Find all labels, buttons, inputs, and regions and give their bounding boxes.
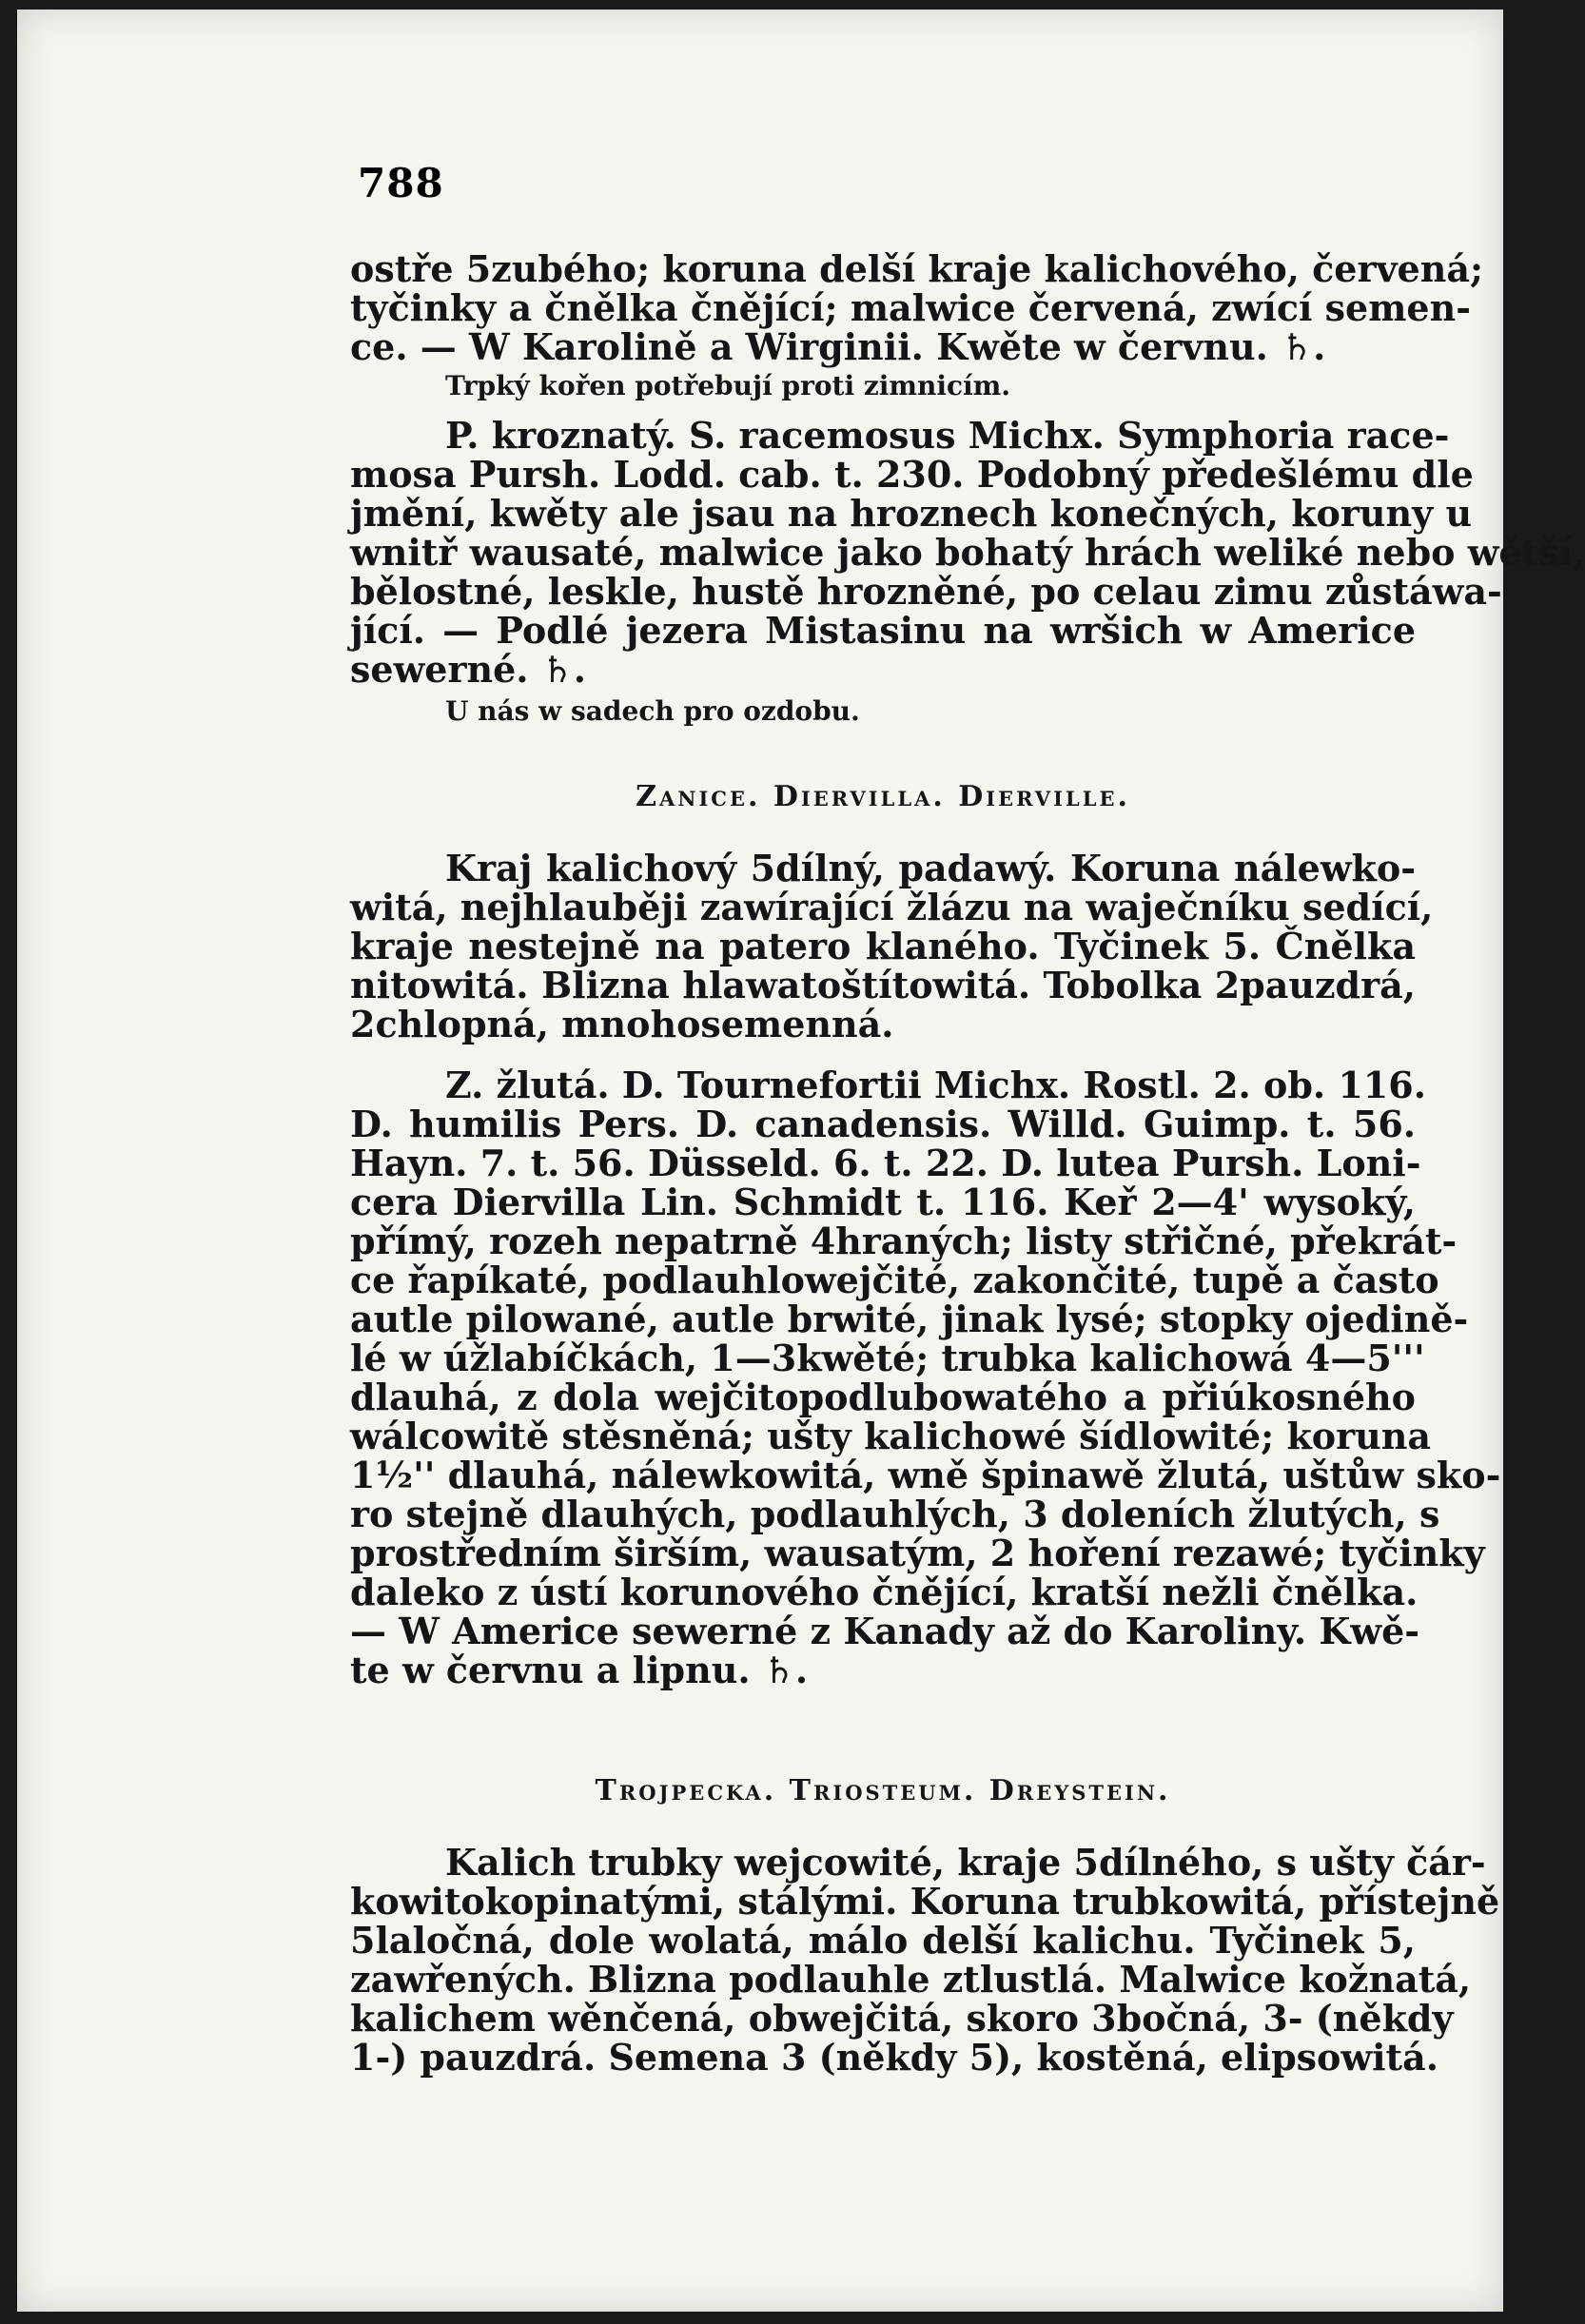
text-line: Hayn. 7. t. 56. Düsseld. 6. t. 22. D. lutea Pursh. Loni-	[350, 1142, 1421, 1184]
text-line: — W Americe sewerné z Kanady až do Karoliny. Kwě-	[350, 1610, 1420, 1652]
text-line: ce řapíkaté, podlauhlowejčité, zakončité, tupě a často	[350, 1259, 1439, 1301]
text-line: ro stejně dlauhých, podlauhlých, 3 doleních žlutých, s	[350, 1493, 1440, 1535]
text-line: autle pilowané, autle brwité, jinak lysé; stopky ojedině-	[350, 1298, 1469, 1340]
text-line: tyčinky a čnělka čnějící; malwice červená, zwící semen-	[350, 286, 1471, 329]
text-line: P. kroznatý. S. racemosus Michx. Symphoria race-	[445, 414, 1450, 457]
text-line: ce. — W Karolině a Wirginii. Kwěte w červnu. ♄.	[350, 325, 1326, 368]
text-line: witá, nejhlauběji zawírající žlázu na waječníku sedící,	[350, 886, 1434, 928]
text-line: kowitokopinatými, stálými. Koruna trubkowitá, přístejně	[350, 1880, 1500, 1923]
text-line: daleko z ústí korunového čnějící, kratší nežli čnělka.	[350, 1571, 1419, 1613]
text-line: přímý, rozeh nepatrně 4hraných; listy střičné, překrát-	[350, 1220, 1458, 1262]
text-line: te w červnu a lipnu. ♄.	[350, 1649, 809, 1691]
note-line: Trpký kořen potřebují proti zimnicím.	[445, 370, 1011, 401]
text-line: bělostné, leskle, hustě hrozněné, po celau zimu zůstáwa-	[350, 570, 1502, 613]
text-line: 1½'' dlauhá, nálewkowitá, wně špinawě žlutá, uštůw sko-	[350, 1454, 1501, 1496]
text-line: sewerné. ♄.	[350, 648, 587, 691]
text-line: wnitř wausaté, malwice jako bohatý hrách weliké nebo wětší,	[350, 531, 1585, 574]
text-line: cera Diervilla Lin. Schmidt t. 116. Keř 2—4' wysoký,	[350, 1181, 1416, 1223]
text-line: lé w úžlabíčkách, 1—3kwěté; trubka kalichowá 4—5'''	[350, 1337, 1425, 1379]
text-line: prostředním širším, wausatým, 2 hoření rezawé; tyčinky	[350, 1532, 1485, 1574]
text-line: mosa Pursh. Lodd. cab. t. 230. Podobný předešlému dle	[350, 453, 1474, 496]
text-line: 5laločná, dole wolatá, málo delší kalichu. Tyčinek 5,	[350, 1919, 1416, 1962]
text-line: jmění, kwěty ale jsau na hroznech konečných, koruny u	[350, 492, 1473, 535]
book-page	[17, 10, 1585, 2312]
text-line: 2chlopná, mnohosemenná.	[350, 1003, 894, 1045]
text-line: ostře 5zubého; koruna delší kraje kalichového, červená;	[350, 247, 1484, 290]
text-line: D. humilis Pers. D. canadensis. Willd. Guimp. t. 56.	[350, 1103, 1416, 1145]
text-line: 1-) pauzdrá. Semena 3 (někdy 5), kostěná, elipsowitá.	[350, 2036, 1438, 2079]
genus-heading: Trojpecka. Triosteum. Dreystein.	[595, 1774, 1171, 1807]
text-line: kraje nestejně na patero klaného. Tyčinek 5. Čnělka	[350, 925, 1416, 967]
text-line: Kraj kalichový 5dílný, padawý. Koruna nálewko-	[445, 847, 1416, 889]
text-line: Kalich trubky wejcowité, kraje 5dílného, s ušty čár-	[445, 1841, 1486, 1884]
text-line: zawřených. Blizna podlauhle ztlustlá. Malwice kožnatá,	[350, 1958, 1472, 2001]
text-line: nitowitá. Blizna hlawatoštítowitá. Tobolka 2pauzdrá,	[350, 964, 1416, 1006]
text-line: Z. žlutá. D. Tournefortii Michx. Rostl. 2. ob. 116.	[445, 1064, 1426, 1106]
text-line: jící. — Podlé jezera Mistasinu na wršich w Americe	[350, 609, 1416, 652]
page-number: 788	[358, 160, 444, 206]
text-line: wálcowitě stěsněná; ušty kalichowé šídlowité; koruna	[350, 1415, 1432, 1457]
genus-heading: Zanice. Diervilla. Dierville.	[636, 780, 1130, 813]
text-line: dlauhá, z dola wejčitopodlubowatého a přiúkosného	[350, 1376, 1416, 1418]
note-line: U nás w sadech pro ozdobu.	[445, 695, 860, 727]
text-line: kalichem wěnčená, obwejčitá, skoro 3bočná, 3- (někdy	[350, 1997, 1454, 2040]
